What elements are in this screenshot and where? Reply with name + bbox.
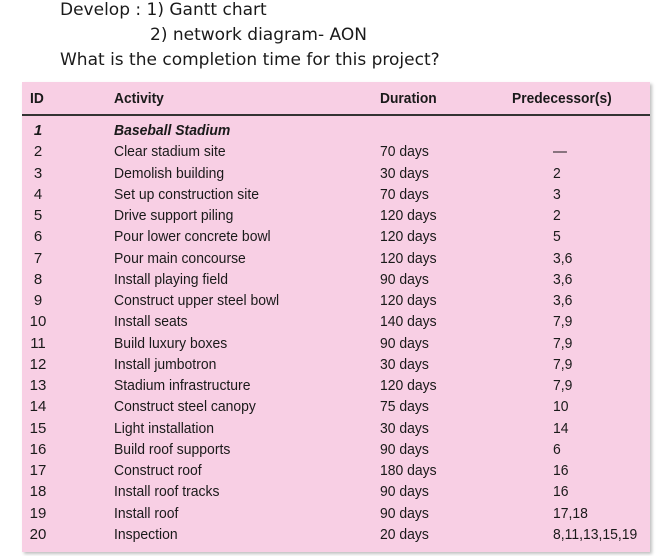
row-id: 19 (29, 504, 47, 522)
row-id: 4 (33, 185, 43, 203)
table-row (22, 524, 650, 545)
row-duration: 90 days (380, 504, 429, 522)
activity-table (22, 82, 650, 552)
row-activity: Install roof (114, 504, 179, 522)
row-activity: Install jumbotron (114, 355, 217, 373)
row-predecessors: 14 (553, 419, 569, 437)
header-activity: Activity (114, 90, 164, 107)
table-row (22, 205, 650, 226)
row-duration: 30 days (380, 419, 429, 437)
row-predecessors: 2 (553, 164, 561, 182)
row-activity: Install seats (114, 313, 188, 331)
row-predecessors: 7,9 (553, 334, 573, 352)
row-duration: 20 days (380, 525, 429, 543)
table-row (22, 396, 650, 417)
table-row (22, 311, 650, 332)
row-duration: 120 days (380, 228, 437, 246)
row-id: 18 (29, 483, 47, 501)
row-activity: Demolish building (114, 164, 225, 182)
row-id: 20 (29, 525, 47, 543)
row-duration: 120 days (380, 292, 437, 309)
row-activity: Clear stadium site (114, 143, 226, 161)
question-line-3: What is the completion time for this project? (60, 50, 440, 70)
table-row (22, 290, 650, 311)
row-duration: 30 days (380, 355, 429, 373)
row-predecessors: 8,11,13,15,19 (553, 525, 638, 543)
row-activity: Pour main concourse (114, 249, 246, 267)
table-row (22, 226, 650, 247)
row-id: 3 (33, 164, 43, 182)
row-id: 6 (33, 228, 43, 246)
row-activity: Construct upper steel bowl (114, 292, 280, 309)
row-activity: Stadium infrastructure (114, 377, 251, 394)
row-id: 10 (29, 313, 47, 331)
row-duration: 120 days (380, 249, 437, 267)
row-activity: Baseball Stadium (114, 122, 231, 139)
row-duration: 90 days (380, 334, 429, 352)
table-row (22, 439, 650, 460)
header-duration: Duration (380, 90, 437, 107)
table-row (22, 120, 650, 141)
table-row (22, 269, 650, 290)
table-row (22, 184, 650, 205)
row-id: 12 (29, 355, 47, 373)
row-duration: 75 days (380, 398, 429, 416)
row-predecessors: 6 (553, 440, 561, 458)
table-row (22, 375, 650, 396)
row-predecessors: 2 (553, 207, 561, 224)
row-id: 5 (33, 207, 43, 224)
row-predecessors: 3 (553, 185, 561, 203)
row-duration: 140 days (380, 313, 437, 331)
header-predecessors: Predecessor(s) (512, 90, 612, 107)
row-id: 14 (29, 398, 47, 416)
table-row (22, 481, 650, 502)
row-predecessors: 3,6 (553, 292, 573, 309)
row-predecessors: — (553, 143, 567, 161)
row-predecessors: 7,9 (553, 377, 573, 394)
row-predecessors: 3,6 (553, 249, 573, 267)
row-predecessors: 16 (553, 462, 569, 479)
row-activity: Construct steel canopy (114, 398, 256, 416)
row-activity: Build luxury boxes (114, 334, 228, 352)
row-activity: Pour lower concrete bowl (114, 228, 271, 246)
row-id: 13 (29, 377, 47, 394)
row-duration: 90 days (380, 483, 429, 501)
row-predecessors: 7,9 (553, 355, 573, 373)
row-activity: Light installation (114, 419, 215, 437)
row-predecessors: 7,9 (553, 313, 573, 331)
row-activity: Inspection (114, 525, 178, 543)
table-row (22, 141, 650, 162)
row-id: 7 (33, 249, 43, 267)
row-activity: Construct roof (114, 462, 202, 479)
row-predecessors: 16 (553, 483, 569, 501)
table-row (22, 163, 650, 184)
row-duration: 90 days (380, 270, 429, 288)
row-predecessors: 3,6 (553, 270, 573, 288)
row-duration: 70 days (380, 143, 429, 161)
question-line-1: Develop : 1) Gantt chart (60, 0, 267, 20)
table-row (22, 503, 650, 524)
row-activity: Drive support piling (114, 207, 234, 224)
header-id: ID (30, 90, 44, 107)
row-id: 1 (33, 122, 43, 139)
row-activity: Set up construction site (114, 185, 260, 203)
row-id: 2 (33, 143, 43, 161)
row-predecessors: 10 (553, 398, 569, 416)
row-id: 17 (29, 462, 47, 479)
header-divider (22, 114, 650, 116)
row-predecessors: 5 (553, 228, 561, 246)
row-activity: Build roof supports (114, 440, 231, 458)
table-row (22, 460, 650, 481)
row-id: 9 (33, 292, 43, 309)
table-row (22, 354, 650, 375)
row-id: 16 (29, 440, 47, 458)
row-activity: Install playing field (114, 270, 228, 288)
row-duration: 70 days (380, 185, 429, 203)
row-duration: 120 days (380, 377, 437, 394)
row-duration: 120 days (380, 207, 437, 224)
table-row (22, 248, 650, 269)
row-id: 8 (33, 270, 43, 288)
row-activity: Install roof tracks (114, 483, 220, 501)
row-id: 15 (29, 419, 47, 437)
row-id: 11 (30, 334, 46, 352)
row-predecessors: 17,18 (553, 504, 588, 522)
row-duration: 90 days (380, 440, 429, 458)
row-duration: 30 days (380, 164, 429, 182)
table-row (22, 418, 650, 439)
question-line-2: 2) network diagram- AON (150, 25, 367, 45)
row-duration: 180 days (380, 462, 437, 479)
table-row (22, 333, 650, 354)
